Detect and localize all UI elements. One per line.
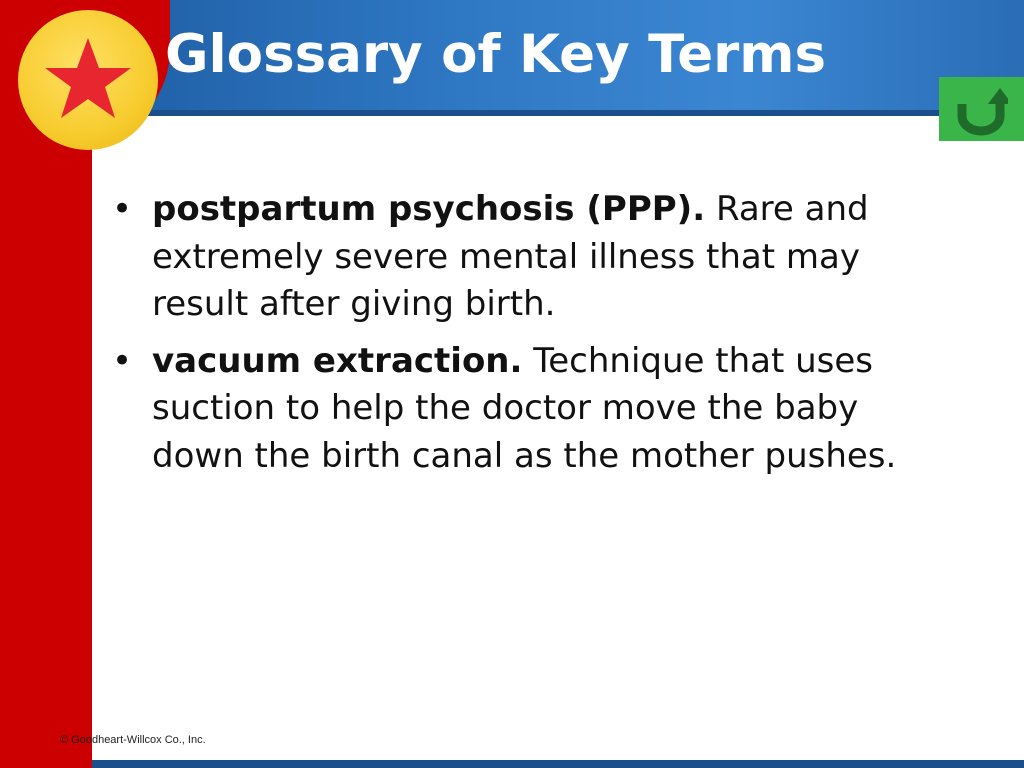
glossary-term: postpartum psychosis (PPP). <box>152 189 706 229</box>
copyright-notice: © Goodheart-Willcox Co., Inc. <box>60 734 206 746</box>
u-turn-arrow-icon <box>954 82 1008 136</box>
return-button[interactable] <box>939 77 1024 141</box>
glossary-list <box>112 186 912 489</box>
title-divider <box>92 110 1024 116</box>
glossary-definition: Technique that uses suction to help the doctor move the baby down the birth canal as the mother pushes. <box>152 340 897 476</box>
glossary-item <box>112 338 912 481</box>
slide-title: Glossary of Key Terms <box>165 24 827 85</box>
glossary-definition: Rare and extremely severe mental illness that may result after giving birth. <box>152 189 869 324</box>
bullet-icon: • <box>112 340 133 381</box>
star-icon <box>38 30 138 130</box>
glossary-item <box>112 186 912 329</box>
glossary-term: vacuum extraction. <box>152 340 523 381</box>
bottom-divider <box>92 760 1024 768</box>
bullet-icon: • <box>112 189 133 229</box>
star-badge <box>18 10 158 150</box>
